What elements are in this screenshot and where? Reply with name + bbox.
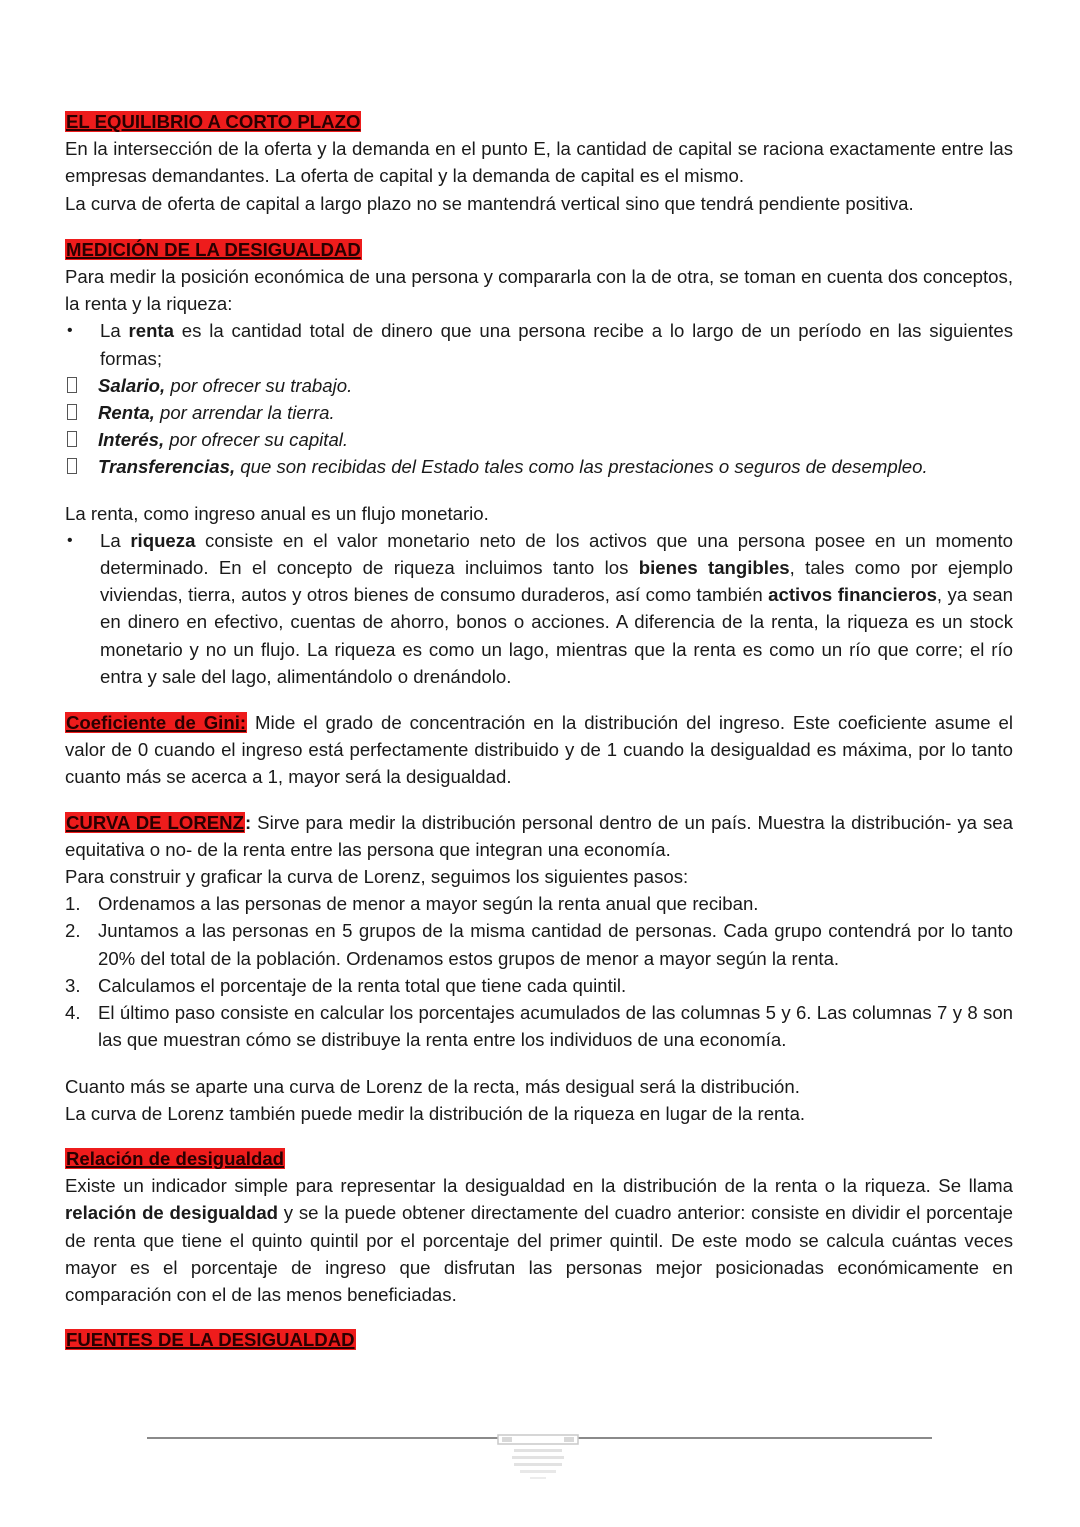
lorenz-step: 1. Ordenamos a las personas de menor a mayor según la renta anual que reciban. [65, 893, 759, 915]
lorenz-closing-1: Cuanto más se aparte una curva de Lorenz de la recta, más desigual será la distribución. [65, 1075, 800, 1097]
document-page [65, 108, 1013, 1353]
income-form-item: Salario, por ofrecer su trabajo. [65, 372, 1013, 399]
watermark-logo-icon [496, 1433, 580, 1483]
lorenz-closing-2: La curva de Lorenz también puede medir la distribución de la riqueza en lugar de la renta. [65, 1102, 806, 1124]
section-relacion-heading-line [65, 1145, 1013, 1172]
section-equilibrio-heading-line [65, 108, 1013, 135]
equilibrio-paragraph-1: En la intersección de la oferta y la demanda en el punto E, la cantidad de capital se raciona exactamente entre las empresas demandantes. La oferta de capital y la demanda de capital es el mismo. [65, 138, 1013, 187]
lorenz-step: 2. Juntamos a las personas en 5 grupos de la misma cantidad de personas. Cada grupo contendrá por lo tanto 20% del total de la población. Ordenamos estos grupos de menor a mayor según la renta. [65, 920, 1013, 969]
checkbox-square-icon [67, 377, 77, 393]
equilibrio-paragraph-2: La curva de oferta de capital a largo plazo no se mantendrá vertical sino que tendrá pendiente positiva. [65, 192, 914, 214]
footer-rule-left [147, 1437, 498, 1439]
gini-paragraph: Coeficiente de Gini: Mide el grado de concentración en la distribución del ingreso. Este coeficiente asume el valor de 0 cuando el ingreso está perfectamente distribuido y de 1 cuando la desigualdad es máxima, por lo tanto cuanto más se acerca a 1, mayor será la desigualdad. [65, 712, 1013, 788]
checkbox-square-icon [67, 458, 77, 474]
income-form-item: Interés, por ofrecer su capital. [65, 426, 1013, 453]
riqueza-definition: La riqueza consiste en el valor monetario neto de los activos que una persona posee en un momento determinado. En el concepto de riqueza incluimos tanto los bienes tangibles, tales como por ejemplo viviendas, tierra, autos y otros bienes de consumo duraderos, así como también activos financieros, ya sean en dinero en efectivo, cuentas de ahorro, bonos o acciones. A diferencia de la renta, la riqueza es un stock monetario y no un flujo. La riqueza es como un lago, mientras que la renta es como un río que corre; el río entra y sale del lago, alimentándolo o drenándolo. [100, 529, 1013, 687]
bullet-icon: • [67, 531, 73, 549]
renta-flujo-line: La renta, como ingreso anual es un flujo monetario. [65, 502, 489, 524]
section-heading-equilibrio: EL EQUILIBRIO A CORTO PLAZO [66, 111, 361, 132]
checkbox-square-icon [67, 431, 77, 447]
medicion-intro: Para medir la posición económica de una persona y compararla con la de otra, se toman en cuenta dos conceptos, la renta y la riqueza: [65, 266, 1013, 315]
bullet-item-riqueza [65, 527, 1013, 690]
section-heading-relacion: Relación de desigualdad [66, 1147, 285, 1169]
bullet-icon: • [67, 322, 73, 340]
lorenz-step: 4. El último paso consiste en calcular los porcentajes acumulados de las columnas 5 y 6. Las columnas 7 y 8 son las que muestran cómo se distribuye la renta entre los individuos de una economía. [65, 1002, 1013, 1051]
section-medicion-heading-line [65, 236, 1013, 263]
income-form-item: Renta, por arrendar la tierra. [65, 399, 1013, 426]
bullet-item-renta [65, 317, 1013, 371]
renta-definition: La renta es la cantidad total de dinero que una persona recibe a lo largo de un período en las siguientes formas; [100, 320, 1013, 369]
section-heading-fuentes: FUENTES DE LA DESIGUALDAD [66, 1329, 355, 1351]
section-heading-gini: Coeficiente de Gini: [66, 712, 247, 734]
section-fuentes-heading-line [65, 1326, 1013, 1353]
lorenz-steps-intro: Para construir y graficar la curva de Lorenz, seguimos los siguientes pasos: [65, 866, 689, 888]
section-heading-lorenz: CURVA DE LORENZ [66, 811, 244, 833]
income-form-item: Transferencias, que son recibidas del Estado tales como las prestaciones o seguros de desempleo. [65, 453, 1013, 480]
section-heading-medicion: MEDICIÓN DE LA DESIGUALDAD [66, 238, 361, 260]
footer-rule-right [578, 1437, 932, 1439]
lorenz-paragraph: CURVA DE LORENZ: Sirve para medir la distribución personal dentro de un país. Muestra la distribución- ya sea equitativa o no- de la renta entre las persona que integran una economía. [65, 811, 1013, 860]
checkbox-square-icon [67, 404, 77, 420]
lorenz-step: 3. Calculamos el porcentaje de la renta total que tiene cada quintil. [65, 974, 627, 996]
relacion-paragraph: Existe un indicador simple para representar la desigualdad en la distribución de la renta o la riqueza. Se llama relación de desigualdad y se la puede obtener directamente del cuadro anterior: consiste en dividir el porcentaje de renta que tiene el quinto quintil por el porcentaje del primer quintil. De este modo se calcula cuántas veces mayor es el porcentaje de ingreso que disfrutan las personas mejor posicionadas económicamente en comparación con el de las menos beneficiadas. [65, 1175, 1013, 1305]
